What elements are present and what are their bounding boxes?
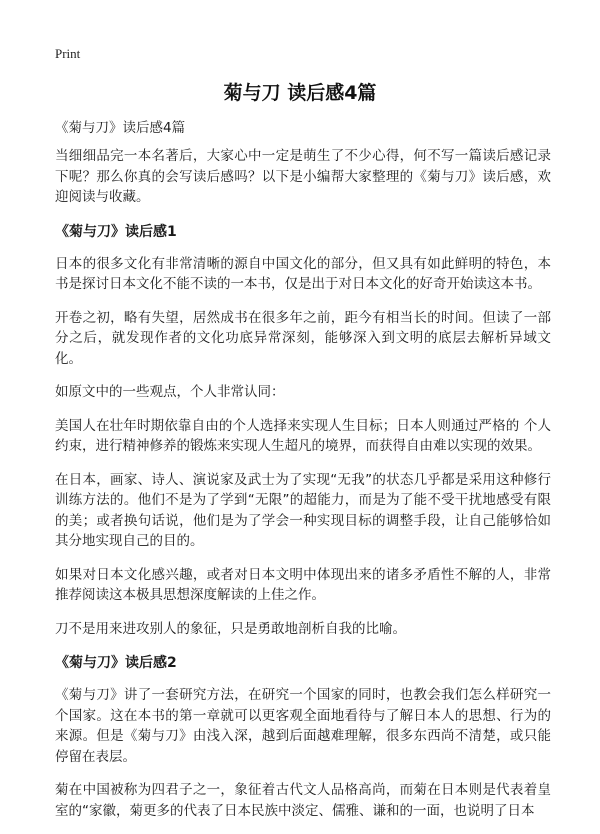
section-heading-2: 《菊与刀》读后感2	[55, 655, 177, 671]
paragraph: 在日本，画家、诗人、演说家及武士为了实现“无我”的状态几乎都是采用这种修行训练方法的。他们不是为了学到“无限”的超能力，而是为了能不受干扰地感受有限的美；或者换句话说，他们是为了学会一种实现目标的调整手段，让自己能够恰如其分地实现自己的目的。	[55, 471, 551, 549]
paragraph: 菊在中国被称为四君子之一，象征着古代文人品格高尚，而菊在日本则是代表着皇室的“家徽，菊更多的代表了日本民族中淡定、儒雅、谦和的一面，也说明了日本	[55, 782, 551, 819]
paragraph: 日本的很多文化有非常清晰的源自中国文化的部分，但又具有如此鲜明的特色，本书是探讨日本文化不能不读的一本书，仅是出于对日本文化的好奇开始读这本书。	[55, 255, 551, 292]
page-title: 菊与刀 读后感4篇	[223, 82, 377, 104]
paragraph: 如果对日本文化感兴趣，或者对日本文明中体现出来的诸多矛盾性不解的人，非常推荐阅读这本极具思想深度解读的上佳之作。	[55, 566, 551, 603]
section-heading-1: 《菊与刀》读后感1	[55, 223, 177, 240]
article-subtitle: 《菊与刀》读后感4篇	[55, 120, 186, 136]
paragraph: 开卷之初，略有失望，居然成书在很多年之前，距今有相当长的时间。但读了一部分之后，就发现作者的文化功底异常深刻，能够深入到文明的底层去解析异域文化。	[55, 309, 551, 367]
paragraph: 如原文中的一些观点，个人非常认同：	[55, 384, 285, 400]
article-body	[55, 117, 551, 834]
intro-paragraph: 当细细品完一本名著后，大家心中一定是萌生了不少心得，何不写一篇读后感记录下呢？那么你真的会写读后感吗？以下是小编帮大家整理的《菊与刀》读后感，欢迎阅读与收藏。	[55, 148, 551, 205]
paragraph: 刀不是用来进攻别人的象征，只是勇敢地剖析自我的比喻。	[55, 620, 406, 637]
paragraph: 《菊与刀》讲了一套研究方法，在研究一个国家的同时，也教会我们怎么样研究一个国家。这在本书的第一章就可以更客观全面地看待与了解日本人的思想、行为的来源。但是《菊与刀》由浅入深，越到后面越难理解，很多东西尚不清楚，或只能停留在表层。	[55, 687, 551, 765]
paragraph: 美国人在壮年时期依靠自由的个人选择来实现人生目标；日本人则通过严格的 个人约束，进行精神修养的锻炼来实现人生超凡的境界，而获得自由难以实现的效果。	[55, 417, 551, 454]
print-link[interactable]: Print	[55, 46, 81, 61]
